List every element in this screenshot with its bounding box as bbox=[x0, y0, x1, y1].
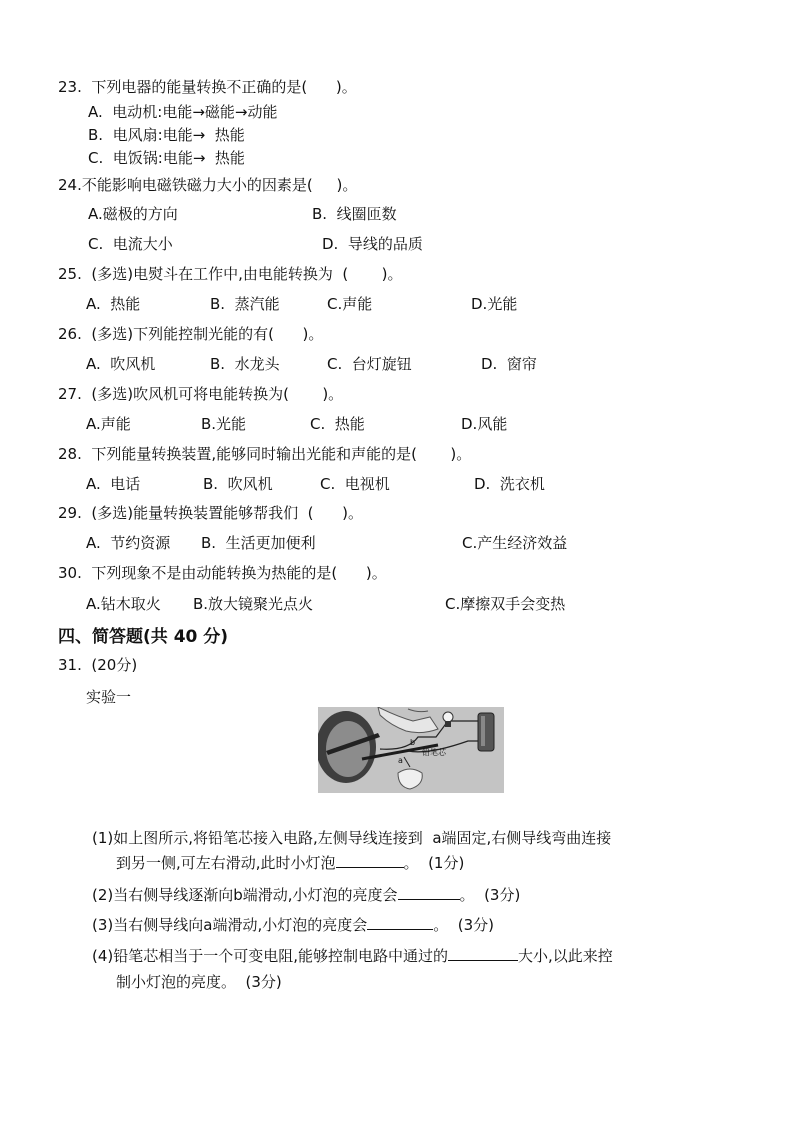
question-26-option-b: B. 水龙头 bbox=[210, 355, 280, 373]
question-29-option-c: C.产生经济效益 bbox=[462, 534, 568, 552]
q31-sub1-text: 到另一侧,可左右滑动,此时小灯泡 bbox=[116, 854, 336, 872]
question-26-option-c: C. 台灯旋钮 bbox=[327, 355, 412, 373]
q31-sub3-score: 。 (3分) bbox=[433, 916, 495, 934]
question-24-option-c: C. 电流大小 bbox=[88, 235, 173, 253]
q31-sub1-score: 。 (1分) bbox=[403, 854, 465, 872]
question-29-option-b: B. 生活更加便利 bbox=[201, 534, 316, 552]
q31-sub3-text: (3)当右侧导线向a端滑动,小灯泡的亮度会 bbox=[92, 916, 368, 934]
question-30-option-a: A.钻木取火 bbox=[86, 595, 161, 613]
figure-label-a: a bbox=[398, 756, 403, 765]
question-25-stem: 25. (多选)电熨斗在工作中,由电能转换为 ( )。 bbox=[58, 265, 403, 283]
question-27-option-a: A.声能 bbox=[86, 415, 131, 433]
q31-sub4-text: (4)铅笔芯相当于一个可变电阻,能够控制电路中通过的 bbox=[92, 947, 449, 965]
question-26-option-d: D. 窗帘 bbox=[481, 355, 537, 373]
question-29-stem: 29. (多选)能量转换装置能够帮我们 ( )。 bbox=[58, 504, 363, 522]
circuit-figure bbox=[318, 707, 504, 793]
question-27-option-c: C. 热能 bbox=[310, 415, 365, 433]
q31-sub2-text: (2)当右侧导线逐渐向b端滑动,小灯泡的亮度会 bbox=[92, 886, 398, 904]
question-27-option-d: D.风能 bbox=[461, 415, 508, 433]
answer-blank-4[interactable] bbox=[448, 946, 518, 961]
answer-blank-2[interactable] bbox=[398, 885, 460, 900]
question-30-option-b: B.放大镜聚光点火 bbox=[193, 595, 314, 613]
q31-sub1-line2 bbox=[116, 853, 464, 873]
answer-blank-1[interactable] bbox=[336, 853, 404, 868]
question-28-option-a: A. 电话 bbox=[86, 475, 141, 493]
q31-sub2-score: 。 (3分) bbox=[459, 886, 521, 904]
question-23-option-b: B. 电风扇:电能→ 热能 bbox=[88, 126, 245, 144]
question-31-number: 31. (20分) bbox=[58, 656, 138, 674]
q31-sub3 bbox=[92, 915, 494, 935]
question-25-option-c: C.声能 bbox=[327, 295, 373, 313]
question-28-option-b: B. 吹风机 bbox=[203, 475, 273, 493]
q31-sub4-line2: 制小灯泡的亮度。 (3分) bbox=[116, 973, 282, 991]
question-28-option-c: C. 电视机 bbox=[320, 475, 390, 493]
circuit-illustration bbox=[318, 707, 504, 793]
question-23-option-c: C. 电饭锅:电能→ 热能 bbox=[88, 149, 245, 167]
question-28-stem: 28. 下列能量转换装置,能够同时输出光能和声能的是( )。 bbox=[58, 445, 472, 463]
experiment-label: 实验一 bbox=[86, 688, 132, 706]
question-23-stem: 23. 下列电器的能量转换不正确的是( )。 bbox=[58, 78, 357, 96]
question-23-option-a: A. 电动机:电能→磁能→动能 bbox=[88, 103, 278, 121]
question-26-stem: 26. (多选)下列能控制光能的有( )。 bbox=[58, 325, 324, 343]
q31-sub4-line1 bbox=[92, 946, 613, 966]
question-24-option-d: D. 导线的品质 bbox=[322, 235, 423, 253]
question-30-option-c: C.摩擦双手会变热 bbox=[445, 595, 566, 613]
question-24-option-a: A.磁极的方向 bbox=[88, 205, 178, 223]
question-25-option-a: A. 热能 bbox=[86, 295, 141, 313]
question-25-option-b: B. 蒸汽能 bbox=[210, 295, 280, 313]
q31-sub2 bbox=[92, 885, 520, 905]
question-30-stem: 30. 下列现象不是由动能转换为热能的是( )。 bbox=[58, 564, 387, 582]
question-24-stem: 24.不能影响电磁铁磁力大小的因素是( )。 bbox=[58, 176, 358, 194]
question-27-option-b: B.光能 bbox=[201, 415, 247, 433]
question-24-option-b: B. 线圈匝数 bbox=[312, 205, 397, 223]
q31-sub4-text-end: 大小,以此来控 bbox=[518, 947, 613, 965]
section-heading: 四、简答题(共 40 分) bbox=[58, 627, 229, 647]
question-27-stem: 27. (多选)吹风机可将电能转换为( )。 bbox=[58, 385, 344, 403]
q31-sub1-line1: (1)如上图所示,将铅笔芯接入电路,左侧导线连接到 a端固定,右侧导线弯曲连接 bbox=[92, 829, 612, 847]
answer-blank-3[interactable] bbox=[367, 915, 433, 930]
question-28-option-d: D. 洗衣机 bbox=[474, 475, 545, 493]
question-26-option-a: A. 吹风机 bbox=[86, 355, 156, 373]
question-25-option-d: D.光能 bbox=[471, 295, 518, 313]
figure-label-pencil-lead: 铅笔芯 bbox=[422, 748, 446, 757]
question-29-option-a: A. 节约资源 bbox=[86, 534, 171, 552]
figure-label-b: b bbox=[410, 738, 416, 747]
